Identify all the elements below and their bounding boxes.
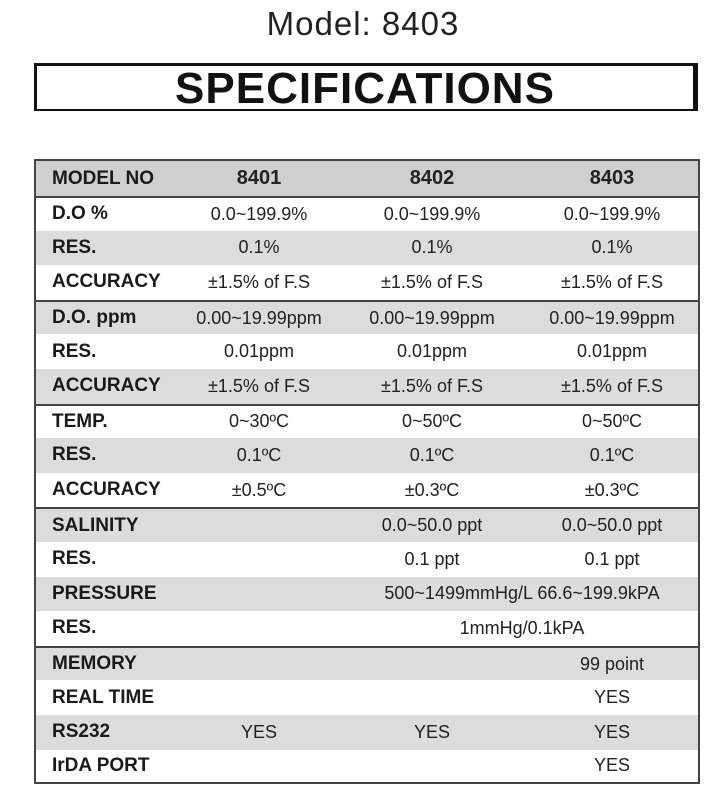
row-label: D.O % [52,203,108,225]
specifications-banner [34,63,698,111]
cell-8403: ±0.3ºC [584,479,640,500]
cell-8401: 0.00~19.99ppm [196,307,322,328]
cell-8402: 0.1% [411,237,453,258]
cell-8403: 0.1% [591,237,633,258]
cell-8402: 0~50ºC [401,411,463,432]
row-label: ACCURACY [52,271,161,293]
row-label: RES. [52,340,97,362]
table-row [34,369,700,404]
cell-8402: 0.01ppm [396,341,468,362]
row-label: REAL TIME [52,686,155,708]
header-model-8402: 8402 [409,167,455,189]
cell-8402: 0.00~19.99ppm [369,307,495,328]
table-row [34,404,700,439]
cell-8401: YES [240,721,278,742]
cell-8402-8403-span: 500~1499mmHg/L 66.6~199.9kPA [384,583,660,604]
table-row [34,507,700,542]
model-title: Model: 8403 [266,5,460,42]
cell-8401: 0.1% [238,237,280,258]
cell-8403: 0.1ºC [589,444,635,465]
cell-8402: 0.1 ppt [404,548,460,569]
table-row [34,300,700,335]
row-label: RS232 [52,721,111,743]
table-row [34,680,700,715]
cell-8401: 0.1ºC [236,444,282,465]
row-label: IrDA PORT [52,754,150,776]
table-row [34,611,700,646]
cell-8403: ±1.5% of F.S [561,375,663,396]
table-row [34,646,700,681]
row-label: MEMORY [52,653,137,675]
row-label: TEMP. [52,410,108,432]
cell-8403: 0.00~19.99ppm [549,307,675,328]
cell-8401: ±1.5% of F.S [208,271,310,292]
cell-8403: YES [593,721,631,742]
cell-8401: 0~30ºC [228,411,290,432]
table-row [34,265,700,300]
cell-8401: 0.0~199.9% [210,203,308,224]
table-row [34,577,700,612]
table-row [34,473,700,508]
cell-8401: ±1.5% of F.S [208,375,310,396]
row-label: D.O. ppm [52,307,137,329]
cell-8402: 0.0~199.9% [383,203,481,224]
table-row [34,231,700,266]
cell-8403: 0~50ºC [581,411,643,432]
row-label: PRESSURE [52,582,157,604]
cell-8403: 0.01ppm [576,341,648,362]
cell-8402: ±0.3ºC [404,479,460,500]
row-label: ACCURACY [52,375,161,397]
table-row [34,438,700,473]
header-model-8403: 8403 [589,167,635,189]
cell-8402: ±1.5% of F.S [381,271,483,292]
header-label: MODEL NO [52,167,155,189]
cell-8402: 0.1ºC [409,444,455,465]
cell-8403: YES [593,755,631,776]
table-row [34,750,700,785]
cell-8402-8403-span: 1mmHg/0.1kPA [459,617,585,638]
row-label: RES. [52,548,97,570]
row-label: SALINITY [52,514,139,536]
cell-8403: 0.0~50.0 ppt [561,515,663,536]
cell-8403: 99 point [579,653,645,674]
cell-8403: 0.0~199.9% [563,203,661,224]
row-label: ACCURACY [52,479,161,501]
row-label: RES. [52,617,97,639]
table-header-row [34,159,700,196]
row-label: RES. [52,236,97,258]
cell-8401: ±0.5ºC [231,479,287,500]
cell-8402: YES [413,721,451,742]
cell-8402: 0.0~50.0 ppt [381,515,483,536]
table-row [34,334,700,369]
row-label: RES. [52,444,97,466]
table-row [34,196,700,231]
specifications-title: SPECIFICATIONS [175,64,555,113]
cell-8403: 0.1 ppt [584,548,640,569]
header-model-8401: 8401 [236,167,282,189]
specifications-table [34,159,700,793]
cell-8402: ±1.5% of F.S [381,375,483,396]
cell-8403: YES [593,687,631,708]
cell-8403: ±1.5% of F.S [561,271,663,292]
table-row [34,715,700,750]
table-row [34,542,700,577]
cell-8401: 0.01ppm [223,341,295,362]
